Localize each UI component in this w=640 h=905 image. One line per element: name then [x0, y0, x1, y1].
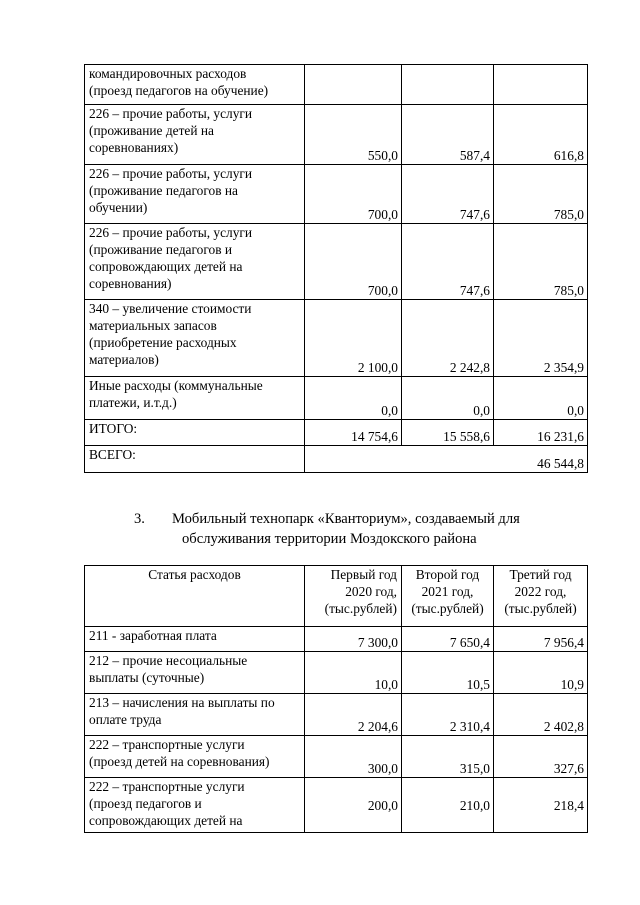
year1-value: 700,0: [305, 224, 402, 300]
expense-table-technopark: [84, 565, 588, 833]
year1-value: [305, 65, 402, 105]
table-row: [85, 736, 588, 778]
table-row: [85, 224, 588, 300]
year3-value: 218,4: [494, 778, 588, 833]
year3-value: 785,0: [494, 224, 588, 300]
row-label: 212 – прочие несоциальные выплаты (суточные): [85, 652, 305, 694]
year1-value: 700,0: [305, 165, 402, 224]
column-header-year2: Второй год 2021 год, (тыс.рублей): [402, 566, 494, 627]
table-row: [85, 652, 588, 694]
total-label: ИТОГО:: [85, 420, 305, 446]
year2-value: [402, 65, 494, 105]
year2-value: 2 242,8: [402, 300, 494, 377]
year3-value: 2 354,9: [494, 300, 588, 377]
column-header-year3: Третий год 2022 год, (тыс.рублей): [494, 566, 588, 627]
table-row: [85, 105, 588, 165]
table-row: [85, 300, 588, 377]
year2-value: 10,5: [402, 652, 494, 694]
year2-value: 2 310,4: [402, 694, 494, 736]
year1-value: 200,0: [305, 778, 402, 833]
row-label: 226 – прочие работы, услуги (проживание педагогов и сопровождающих детей на соревнования): [85, 224, 305, 300]
year3-value: 785,0: [494, 165, 588, 224]
grand-total-value: 46 544,8: [305, 446, 588, 473]
year1-value: 550,0: [305, 105, 402, 165]
row-label: 222 – транспортные услуги (проезд детей на соревнования): [85, 736, 305, 778]
year1-value: 2 204,6: [305, 694, 402, 736]
grand-total-label: ВСЕГО:: [85, 446, 305, 473]
header-row: [85, 566, 588, 627]
year3-value: 7 956,4: [494, 627, 588, 652]
year3-total: 16 231,6: [494, 420, 588, 446]
year3-value: [494, 65, 588, 105]
row-label: Иные расходы (коммунальные платежи, и.т.д.): [85, 377, 305, 420]
year2-value: 7 650,4: [402, 627, 494, 652]
grand-total-row: [85, 446, 588, 473]
table-row: [85, 778, 588, 833]
year3-value: 616,8: [494, 105, 588, 165]
column-header-year1: Первый год 2020 год, (тыс.рублей): [305, 566, 402, 627]
section-title-line2: обслуживания территории Моздокского района: [182, 531, 477, 547]
year2-value: 0,0: [402, 377, 494, 420]
year2-value: 747,6: [402, 224, 494, 300]
year2-value: 747,6: [402, 165, 494, 224]
year3-value: 0,0: [494, 377, 588, 420]
section-number: 3.: [134, 511, 145, 527]
year2-value: 210,0: [402, 778, 494, 833]
year1-value: 300,0: [305, 736, 402, 778]
row-label: 226 – прочие работы, услуги (проживание детей на соревнованиях): [85, 105, 305, 165]
row-label: 226 – прочие работы, услуги (проживание педагогов на обучении): [85, 165, 305, 224]
table-row: [85, 627, 588, 652]
year3-value: 10,9: [494, 652, 588, 694]
year1-value: 10,0: [305, 652, 402, 694]
year3-value: 2 402,8: [494, 694, 588, 736]
table-row: [85, 165, 588, 224]
section-title-line1: Мобильный технопарк «Кванториум», создаваемый для: [172, 511, 520, 527]
total-row: [85, 420, 588, 446]
year1-value: 0,0: [305, 377, 402, 420]
column-header-item: Статья расходов: [85, 566, 305, 627]
row-label: 213 – начисления на выплаты по оплате труда: [85, 694, 305, 736]
year2-value: 587,4: [402, 105, 494, 165]
table-row: [85, 694, 588, 736]
row-label: 211 - заработная плата: [85, 627, 305, 652]
year1-total: 14 754,6: [305, 420, 402, 446]
table-row: [85, 65, 588, 105]
year1-value: 2 100,0: [305, 300, 402, 377]
year2-total: 15 558,6: [402, 420, 494, 446]
expense-table-continued: [84, 64, 588, 473]
row-label: 222 – транспортные услуги (проезд педагогов и сопровождающих детей на: [85, 778, 305, 833]
year3-value: 327,6: [494, 736, 588, 778]
year2-value: 315,0: [402, 736, 494, 778]
row-label: командировочных расходов (проезд педагогов на обучение): [85, 65, 305, 105]
table-row: [85, 377, 588, 420]
year1-value: 7 300,0: [305, 627, 402, 652]
row-label: 340 – увеличение стоимости материальных запасов (приобретение расходных материалов): [85, 300, 305, 377]
